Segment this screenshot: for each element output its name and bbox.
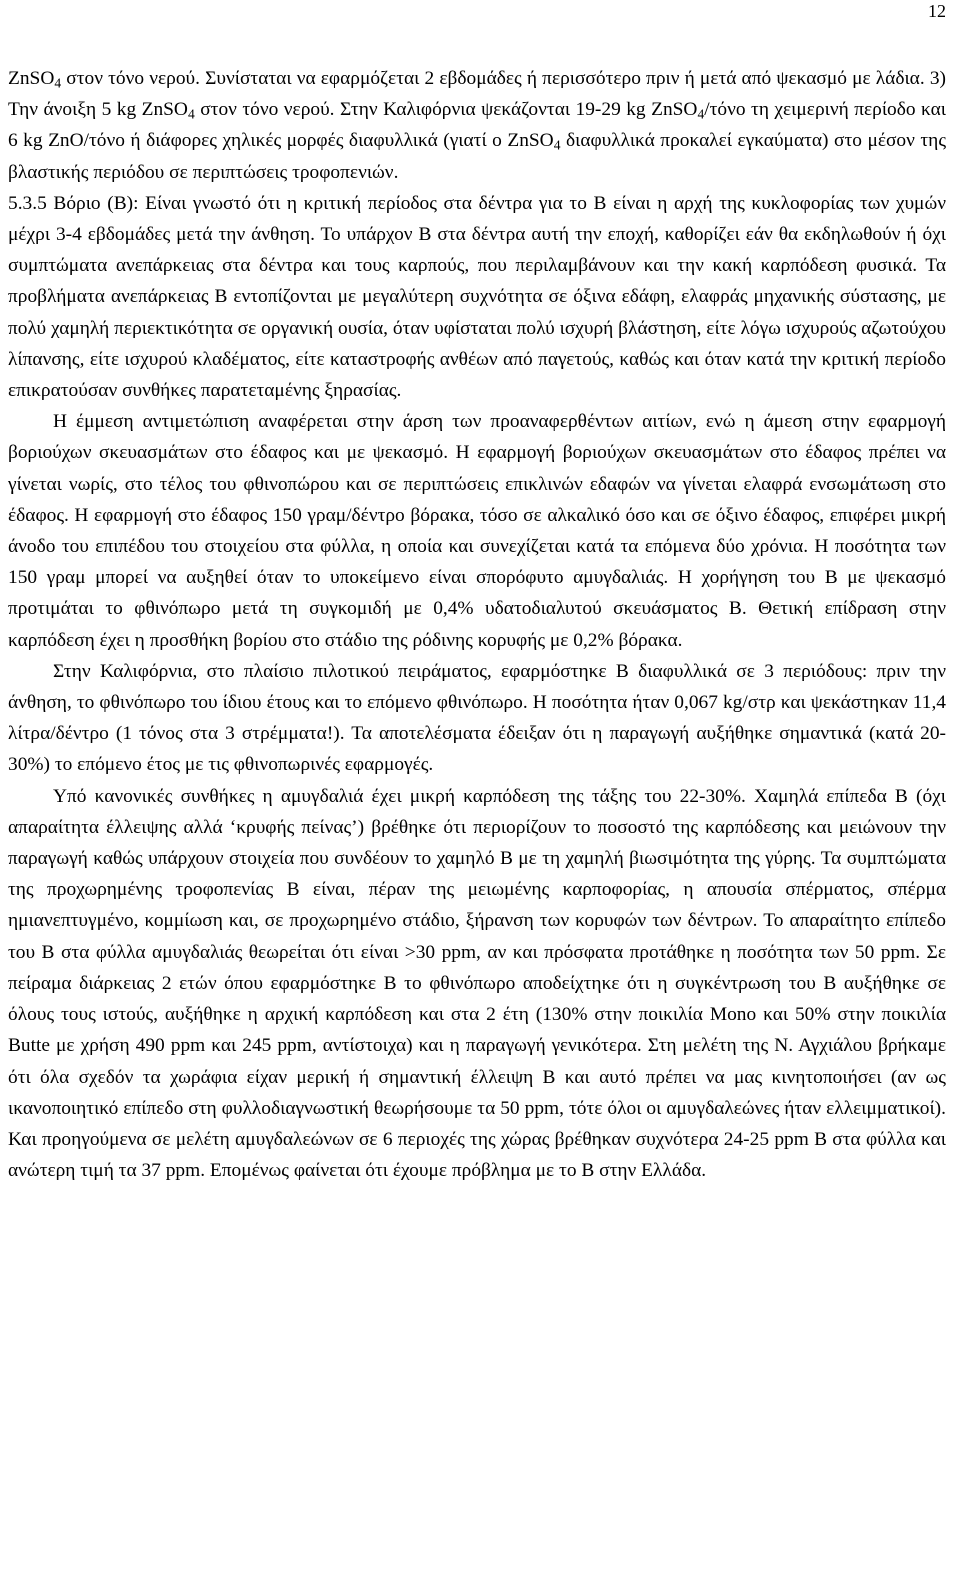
text-run: 5.3.5 Βόριο (Β): Είναι γνωστό ότι η κριτική περίοδος στα δέντρα για το Β είναι η αρχή της κυκλοφορίας των χυμών μέχρι 3-4 εβδομάδες μετά την άνθηση. Το υπάρχον Β στα δέντρα αυτή την εποχή, καθορίζει εάν θα εκδηλωθούν ή όχι συμπτώματα ανεπάρκειας στα δέντρα και τους καρπούς, που περιλαμβάνουν και την κακή καρπόδεση φυσικά. Τα προβλήματα ανεπάρκειας Β εντοπίζονται με μεγαλύτερη συχνότητα σε όξινα εδάφη, ελαφράς μηχανικής σύστασης, με πολύ χαμηλή περιεκτικότητα σε οργανική ουσία, όταν υφίσταται πολύ ισχυρή βλάστηση, είτε λόγω ισχυρούς αζωτούχου λίπανσης, είτε ισχυρού κλαδέματος, είτε καταστροφής ανθέων από παγετούς, καθώς και όταν κατά την κριτική περίοδο επικρατούσαν συνθήκες παρατεταμένης ξηρασίας.: [8, 192, 946, 402]
text-run: Υπό κανονικές συνθήκες η αμυγδαλιά έχει μικρή καρπόδεση της τάξης του 22-30%. Χαμηλά επίπεδα Β (όχι απαραίτητα έλλειψης αλλά ‘κρυφής πείνας’) βρέθηκε ότι περιορίζουν το ποσοστό της καρπόδεσης και μειώνουν την παραγωγή καθώς υπάρχουν στοιχεία που συνδέουν το χαμηλό Β με τη χαμηλή βιωσιμότητα της γύρης. Τα συμπτώματα της προχωρημένης τροφοπενίας Β είναι, πέραν της μειωμένης καρποφορίας, η απουσία σπέρματος, σπέρμα ημιανεπτυγμένο, κομμίωση και, σε προχωρημένο στάδιο, ξήρανση των κορυφών των δέντρων. Το απαραίτητο επίπεδο του Β στα φύλλα αμυγδαλιάς θεωρείται ότι είναι >30 ppm, αν και πρόσφατα προτάθηκε η ποσότητα των 50 ppm. Σε πείραμα διάρκειας 2 ετών όπου εφαρμόστηκε Β το φθινόπωρο αποδείχτηκε ότι η συγκέντρωση του Β αυξήθηκε σε όλους τους ιστούς, αυξήθηκε η αρχική καρπόδεση και στα 2 έτη (130% στην ποικιλία Mono και 50% στην ποικιλία Butte με χρήση 490 ppm και 245 ppm, αντίστοιχα) και η παραγωγή γενικότερα. Στη μελέτη της Ν. Αγχιάλου βρήκαμε ότι όλα σχεδόν τα χωράφια είχαν μερική ή σημαντική έλλειψη Β και αυτό πρέπει να μας κινητοποιήσει (αν ως ικανοποιητικό επίπεδο στη φυλλοδιαγνωστική θεωρήσουμε τα 50 ppm, τότε όλοι οι αμυγδαλεώνες ήταν ελλειμματικοί). Και προηγούμενα σε μελέτη αμυγδαλεώνων σε 6 περιοχές της χώρας βρέθηκαν συχνότερα 24-25 ppm Β στα φύλλα και ανώτερη τιμή τα 37 ppm. Επομένως φαίνεται ότι έχουμε πρόβλημα με το Β στην Ελλάδα.: [8, 785, 946, 1182]
text-run: στον τόνο νερού. Στην Καλιφόρνια ψεκάζονται 19-29 kg ZnSO: [194, 99, 698, 121]
text-run: Η έμμεση αντιμετώπιση αναφέρεται στην άρση των προαναφερθέντων αιτίων, ενώ η άμεση στην εφαρμογή βοριούχων σκευασμάτων στο έδαφος και με ψεκασμό. Η εφαρμογή βοριούχων σκευασμάτων στο έδαφος πρέπει να γίνεται νωρίς, στο τέλος του φθινοπώρου και σε περιπτώσεις επικλινών εδαφών να γίνεται ελαφρά ενσωμάτωση στο έδαφος. Η εφαρμογή στο έδαφος 150 γραμ/δέντρο βόρακα, τόσο σε αλκαλικό όσο και σε όξινο έδαφος, επιφέρει μικρή άνοδο του επιπέδου του στοιχείου στα φύλλα, η οποία και συνεχίζεται κατά τα επόμενα δύο χρόνια. Η ποσότητα των 150 γραμ μπορεί να αυξηθεί όταν το υποκείμενο είναι σπορόφυτο αμυγδαλιάς. Η χορήγηση του Β με ψεκασμό προτιμάται το φθινόπωρο μετά τη συγκομιδή με 0,4% υδατοδιαλυτού σκευάσματος Β. Θετική επίδραση στην καρπόδεση έχει η προσθήκη βορίου στο στάδιο της ρόδινης κορυφής με 0,2% βόρακα.: [8, 411, 946, 651]
text-run: διαφυλλικά προκαλεί εγκαύματα) στο μέσον της βλαστικής περιόδου σε περιπτώσεις τροφοπενιών.: [8, 130, 946, 183]
paragraph-normal-conditions: [8, 781, 946, 1187]
subscript: 4: [697, 106, 705, 122]
paragraph-california: [8, 656, 946, 781]
paragraph-zinc-continued: [8, 63, 946, 188]
subscript: 4: [553, 137, 561, 153]
subscript: 4: [54, 75, 62, 91]
subscript: 4: [187, 106, 195, 122]
page-number: 12: [928, 1, 946, 21]
document-body: [8, 63, 946, 1186]
text-run: στον τόνο νερού. Συνίσταται να εφαρμόζεται 2 εβδομάδες ή περισσότερο πριν ή μετά από ψεκασμό με λάδια. 3) Την άνοιξη 5 kg ZnSO: [8, 68, 946, 121]
text-run: ZnSO: [8, 68, 55, 89]
paragraph-boron-treatment: [8, 406, 946, 656]
text-run: /τόνο τη χειμερινή περίοδο και 6 kg ZnO/τόνο ή διάφορες χηλικές μορφές διαφυλλικά (γιατί ο ZnSO: [8, 99, 947, 152]
text-run: Στην Καλιφόρνια, στο πλαίσιο πιλοτικού πειράματος, εφαρμόστηκε Β διαφυλλικά σε 3 περιόδους: πριν την άνθηση, το φθινόπωρο του ίδιου έτους και το επόμενο φθινόπωρο. Η ποσότητα ήταν 0,067 kg/στρ και ψεκάστηκαν 11,4 λίτρα/δέντρο (1 τόνος στα 3 στρέμματα!). Τα αποτελέσματα έδειξαν ότι η παραγωγή αυξήθηκε σημαντικά (κατά 20-30%) το επόμενο έτος με τις φθινοπωρινές εφαρμογές.: [8, 660, 946, 776]
paragraph-boron-section: [8, 188, 946, 406]
